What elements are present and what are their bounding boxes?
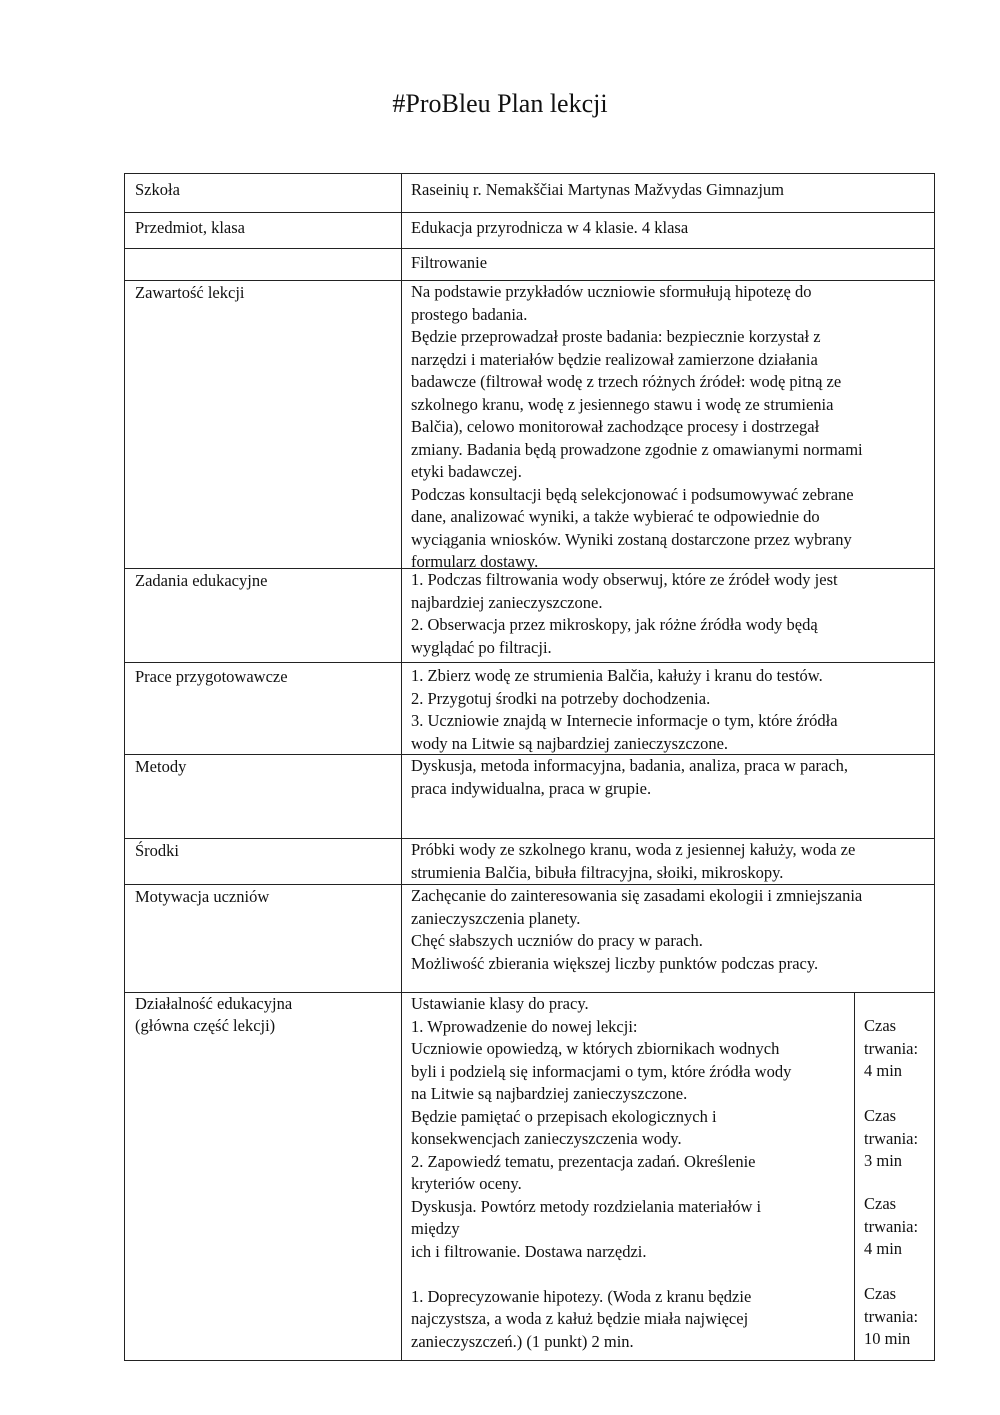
label-przedmiot: Przedmiot, klasa	[135, 218, 245, 237]
text-line: Będzie przeprowadzał proste badania: bezpiecznie korzystał z	[411, 327, 821, 346]
label-szkola: Szkoła	[135, 180, 180, 199]
text-line: zmiany. Badania będą prowadzone zgodnie z omawianymi normami	[411, 439, 863, 459]
text-line: szkolnego kranu, wodę z jesiennego stawu i wodę ze strumienia	[411, 394, 834, 414]
text-line: Raseinių r. Nemakščiai Martynas Mažvydas Gimnazjum	[411, 180, 784, 199]
column-divider	[401, 213, 402, 248]
row-motywacja	[124, 884, 935, 992]
text-line: Ustawianie klasy do pracy.	[411, 994, 589, 1013]
label-metody: Metody	[135, 757, 187, 776]
text-line: 3. Uczniowie znajdą w Internecie informacje o tym, które źródła	[411, 711, 838, 730]
value-zawartosc	[411, 281, 926, 574]
text-line: Działalność edukacyjna	[135, 994, 293, 1013]
row-szkola	[124, 173, 935, 212]
text-line: 1. Wprowadzenie do nowej lekcji:	[411, 1016, 638, 1036]
value-przedmiot	[411, 217, 926, 240]
label-zadania: Zadania edukacyjne	[135, 571, 268, 590]
text-line: zanieczyszczeń.) (1 punkt) 2 min.	[411, 1331, 634, 1351]
column-divider	[401, 249, 402, 280]
text-line: kryteriów oceny.	[411, 1174, 522, 1193]
text-line: Czas	[864, 1284, 897, 1303]
label-dzialalnosc	[135, 993, 292, 1037]
text-line: zanieczyszczenia planety.	[411, 908, 581, 928]
value-prace	[411, 665, 926, 755]
text-line: 2. Przygotuj środki na potrzeby dochodzenia.	[411, 688, 711, 708]
label-prace: Prace przygotowawcze	[135, 667, 288, 686]
time-block-4	[864, 1283, 918, 1351]
time-block-2	[864, 1105, 918, 1173]
text-line: 4 min	[864, 1061, 903, 1080]
row-dzialalnosc	[124, 992, 935, 1361]
value-srodki	[411, 839, 926, 884]
value-zadania	[411, 569, 926, 659]
label-zawartosc: Zawartość lekcji	[135, 283, 245, 302]
row-filtrowanie	[124, 248, 935, 280]
row-zawartosc	[124, 280, 935, 571]
value-dzialalnosc	[411, 993, 851, 1353]
text-line: byli i podzielą się informacjami o tym, które źródła wody	[411, 1061, 792, 1081]
time-column-divider	[854, 993, 855, 1360]
text-line: trwania:	[864, 1306, 919, 1326]
text-line: trwania:	[864, 1216, 919, 1236]
text-line	[411, 1263, 851, 1286]
text-line: prostego badania.	[411, 304, 528, 324]
time-block-3	[864, 1193, 918, 1261]
text-line: Balčia), celowo monitorował zachodzące procesy i dostrzegał	[411, 417, 820, 436]
text-line: 3 min	[864, 1151, 903, 1170]
label-srodki: Środki	[135, 841, 180, 860]
text-line: etyki badawczej.	[411, 462, 522, 481]
text-line: 2. Zapowiedź tematu, prezentacja zadań. Określenie	[411, 1151, 756, 1171]
text-line: 1. Doprecyzowanie hipotezy. (Woda z kranu będzie	[411, 1286, 752, 1306]
text-line: trwania:	[864, 1038, 919, 1058]
text-line: najczystsza, a woda z kałuż będzie miała najwięcej	[411, 1309, 749, 1328]
column-divider	[401, 755, 402, 838]
text-line: Uczniowie opowiedzą, w których zbiornikach wodnych	[411, 1039, 780, 1058]
page-title: #ProBleu Plan lekcji	[392, 89, 608, 118]
row-srodki	[124, 838, 935, 884]
text-line: Czas	[864, 1106, 897, 1125]
text-line: badawcze (filtrował wodę z trzech różnych źródeł: wodę pitną ze	[411, 372, 842, 391]
column-divider	[401, 174, 402, 212]
text-line: Będzie pamiętać o przepisach ekologicznych i	[411, 1106, 717, 1126]
text-line: dane, analizować wyniki, a także wybierać te odpowiednie do	[411, 507, 820, 526]
row-przedmiot	[124, 212, 935, 248]
time-block-1	[864, 1015, 918, 1083]
text-line: Próbki wody ze szkolnego kranu, woda z jesiennej kałuży, woda ze	[411, 840, 856, 859]
text-line: narzędzi i materiałów będzie realizował zamierzone działania	[411, 349, 818, 369]
row-metody	[124, 754, 935, 838]
text-line: Możliwość zbierania większej liczby punktów podczas pracy.	[411, 953, 819, 973]
column-divider	[401, 885, 402, 992]
text-line: 2. Obserwacja przez mikroskopy, jak różne źródła wody będą	[411, 615, 818, 634]
column-divider	[401, 663, 402, 754]
text-line: Na podstawie przykładów uczniowie sformułują hipotezę do	[411, 282, 812, 301]
text-line: Zachęcanie do zainteresowania się zasadami ekologii i zmniejszania	[411, 886, 863, 905]
text-line: Chęć słabszych uczniów do pracy w parach.	[411, 931, 703, 950]
value-motywacja	[411, 885, 926, 975]
text-line: konsekwencjach zanieczyszczenia wody.	[411, 1129, 682, 1148]
text-line: Podczas konsultacji będą selekcjonować i podsumowywać zebrane	[411, 484, 854, 504]
text-line: praca indywidualna, praca w grupie.	[411, 778, 652, 798]
text-line: wody na Litwie są najbardziej zanieczyszczone.	[411, 733, 729, 753]
column-divider	[401, 993, 402, 1360]
column-divider	[401, 839, 402, 884]
text-line: 10 min	[864, 1329, 911, 1348]
text-line: Edukacja przyrodnicza w 4 klasie. 4 klasa	[411, 218, 689, 237]
text-line: ich i filtrowanie. Dostawa narzędzi.	[411, 1241, 647, 1261]
text-line: strumienia Balčia, bibuła filtracyjna, słoiki, mikroskopy.	[411, 862, 784, 882]
column-divider	[401, 281, 402, 568]
text-line: wyciągania wniosków. Wyniki zostaną dostarczone przez wybrany	[411, 529, 852, 549]
text-line: Dyskusja. Powtórz metody rozdzielania materiałów i	[411, 1196, 762, 1216]
text-line: Czas	[864, 1194, 897, 1213]
text-line: 1. Zbierz wodę ze strumienia Balčia, kałuży i kranu do testów.	[411, 666, 823, 685]
text-line: 4 min	[864, 1239, 903, 1258]
value-filtrowanie	[411, 252, 926, 275]
text-line: najbardziej zanieczyszczone.	[411, 592, 603, 612]
value-metody	[411, 755, 926, 800]
value-szkola	[411, 179, 926, 202]
text-line: między	[411, 1219, 460, 1238]
text-line: formularz dostawy.	[411, 552, 539, 571]
text-line: (główna część lekcji)	[135, 1016, 276, 1035]
text-line: na Litwie są najbardziej zanieczyszczone.	[411, 1084, 688, 1103]
row-prace	[124, 662, 935, 754]
row-zadania	[124, 568, 935, 662]
text-line: wyglądać po filtracji.	[411, 637, 552, 657]
text-line: Czas	[864, 1016, 897, 1035]
text-line: trwania:	[864, 1128, 919, 1148]
column-divider	[401, 569, 402, 662]
text-line: Filtrowanie	[411, 253, 488, 272]
label-motywacja: Motywacja uczniów	[135, 887, 270, 906]
text-line: Dyskusja, metoda informacyjna, badania, analiza, praca w parach,	[411, 756, 849, 775]
text-line: 1. Podczas filtrowania wody obserwuj, które ze źródeł wody jest	[411, 570, 838, 589]
